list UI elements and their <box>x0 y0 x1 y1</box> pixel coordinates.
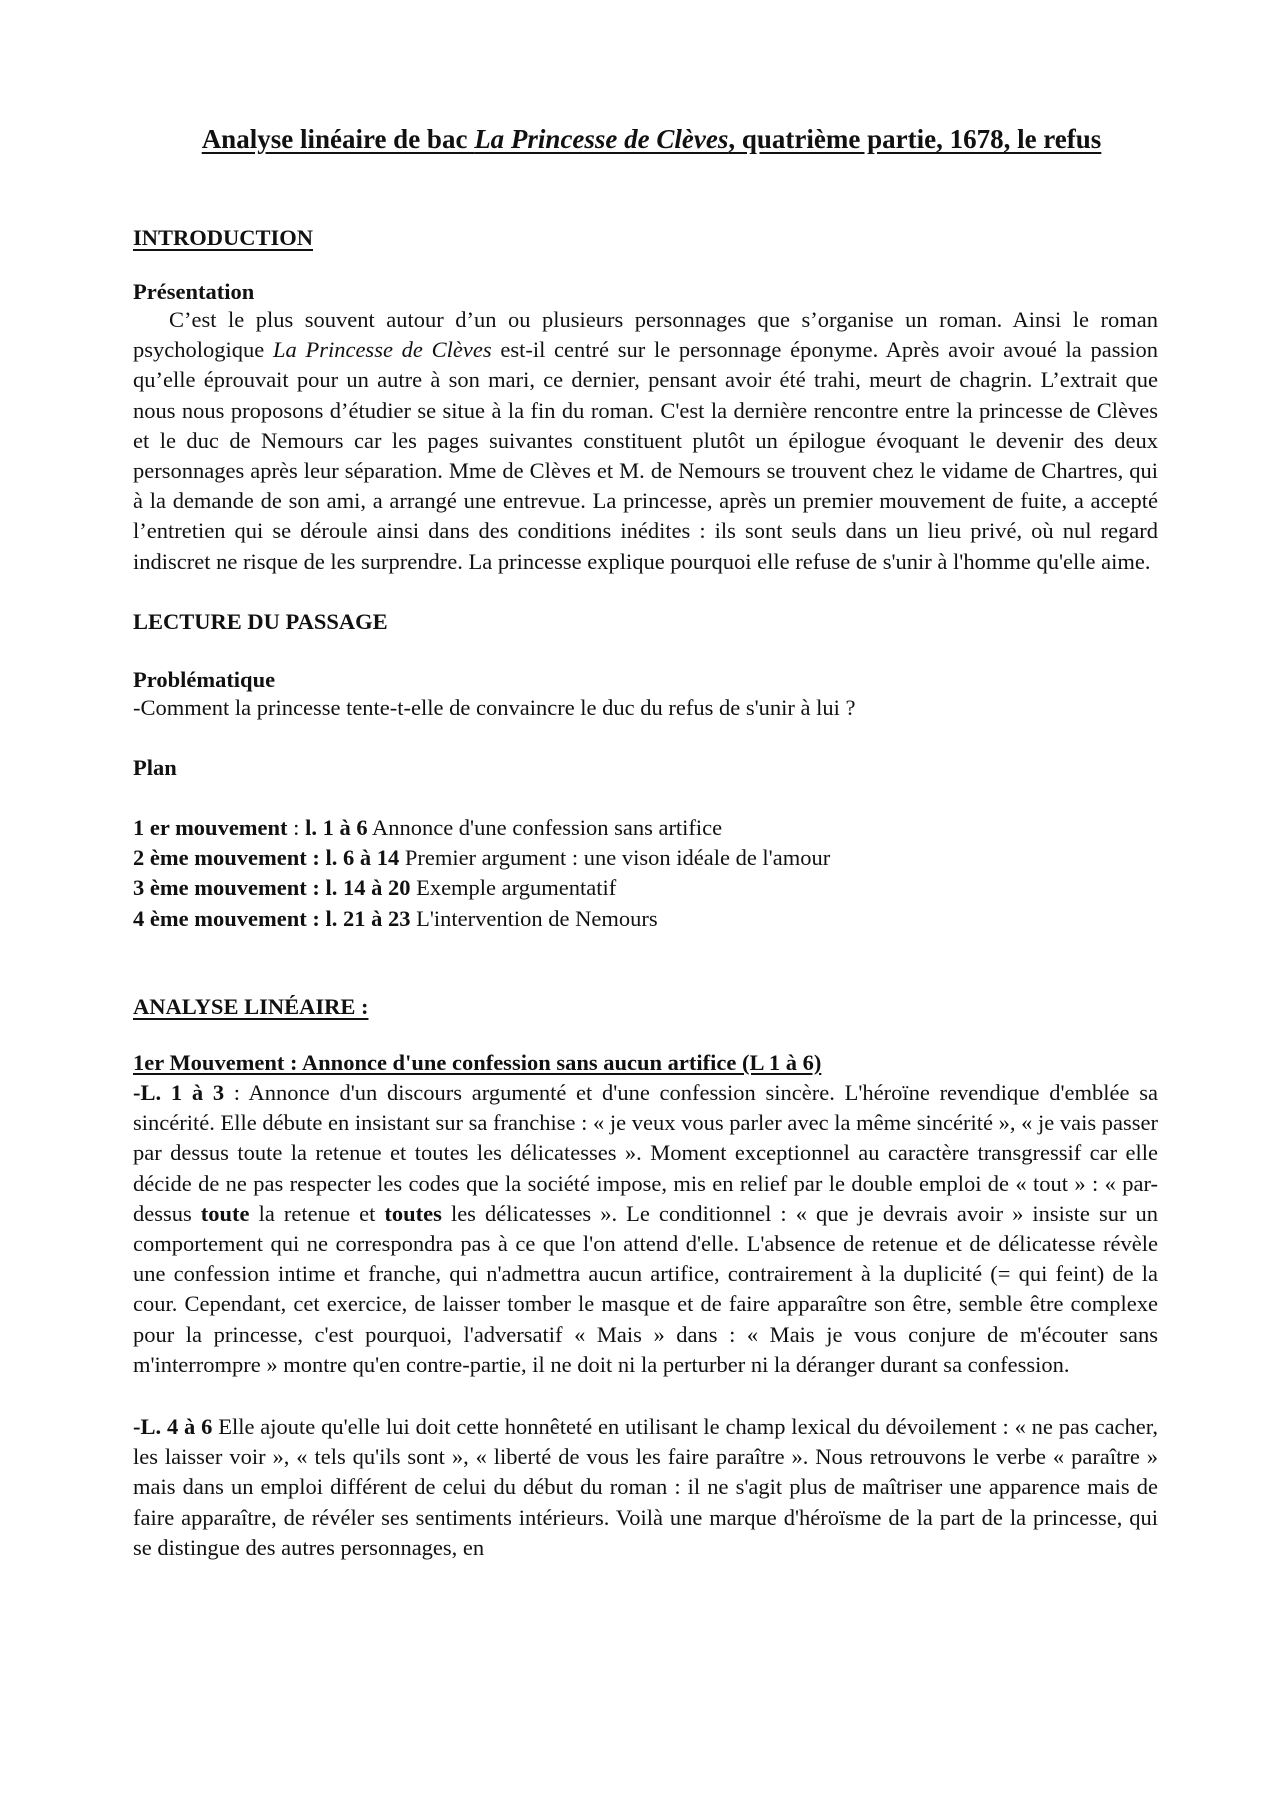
plan-item-label: 1 er mouvement <box>133 815 288 841</box>
analyse-paragraph-1 <box>133 1078 1158 1380</box>
line-reference: -L. 1 à 3 <box>133 1080 225 1106</box>
problematique-heading: Problématique <box>133 666 276 692</box>
presentation-text-1: C’est le plus souvent autour d’un ou plusieurs personnages que s’organise un roman. Ainsi le roman psychologique <box>133 307 1158 363</box>
plan-item <box>133 904 1158 934</box>
plan-item <box>133 813 1158 843</box>
plan-item-desc: Premier argument : une vison idéale de l'amour <box>399 845 831 871</box>
plan-item-desc: L'intervention de Nemours <box>410 905 658 931</box>
presentation-text-2: est-il centré sur le personnage éponyme. Après avoir avoué la passion qu’elle éprouvait pour un autre à son mari, ce dernier, pensant avoir été trahi, meurt de chagrin. L’extrait que nous nous proposons d’étudier se situe à la fin du roman. C'est la dernière rencontre entre la princesse de Clèves et le duc de Nemours car les pages suivantes constituent plutôt un épilogue évoquant le devenir des deux personnages après leur séparation. Mme de Clèves et M. de Nemours se trouvent chez le vidame de Chartres, qui à la demande de son ami, a arrangé une entrevue. La princesse, après un premier mouvement de fuite, a accepté l’entretien qui se déroule ainsi dans des conditions inédites : ils sont seuls dans un lieu privé, où nul regard indiscret ne risque de les surprendre. La princesse explique pourquoi elle refuse de s'unir à l'homme qu'elle aime. <box>133 337 1159 574</box>
plan-item-label: 4 ème mouvement : <box>133 905 326 931</box>
analyse-text: Elle ajoute qu'elle lui doit cette honnêteté en utilisant le champ lexical du dévoilement : « ne pas cacher, les laisser voir », « tels qu'ils sont », « liberté de vous les faire paraître ». Nous retrouvons le verbe « paraître » mais dans un emploi différent de celui du début du roman : il ne s'agit plus de maîtriser une apparence mais de faire apparaître, de révéler ses sentiments intérieurs. Voilà une marque d'héroïsme de la part de la princesse, qui se distingue des autres personnages, en <box>133 1414 1159 1560</box>
movement-1-title: 1er Mouvement : Annonce d'une confession sans aucun artifice (L 1 à 6) <box>133 1049 822 1075</box>
analyse-heading: ANALYSE LINÉAIRE : <box>133 993 369 1019</box>
presentation-paragraph <box>133 305 1158 577</box>
plan-item-lines: l. 6 à 14 <box>325 845 400 871</box>
emphasis-word: toutes <box>384 1200 442 1226</box>
problematique-text: -Comment la princesse tente-t-elle de convaincre le duc du refus de s'unir à lui ? <box>133 694 856 720</box>
plan-item <box>133 843 1158 873</box>
introduction-heading: INTRODUCTION <box>133 225 314 250</box>
analyse-text: la retenue et <box>249 1200 385 1226</box>
plan-list <box>133 813 1158 934</box>
plan-item-lines: l. 1 à 6 <box>305 815 368 841</box>
plan-item-desc: Annonce d'une confession sans artifice <box>367 815 723 841</box>
analyse-text: les délicatesses ». Le conditionnel : « que je devrais avoir » insiste sur un comportement qui ne correspondra pas à ce que l'on attend d'elle. L'absence de retenue et de délicatesse révèle une confession intime et franche, qui n'admettra aucun artifice, contrairement à la duplicité (= qui feint) de la cour. Cependant, cet exercice, de laisser tomber le masque et de faire apparaître son être, semble être complexe pour la princesse, c'est pourquoi, l'adversatif « Mais » dans : « Mais je vous conjure de m'écouter sans m'interrompre » montre qu'en contre-partie, il ne doit ni la perturber ni la déranger durant sa confession. <box>133 1200 1158 1377</box>
plan-item-lines: l. 21 à 23 <box>325 905 411 931</box>
analyse-paragraph-2 <box>133 1412 1158 1563</box>
presentation-heading: Présentation <box>133 279 255 304</box>
document-title <box>133 124 1158 155</box>
title-work: La Princesse de Clèves <box>474 124 729 154</box>
plan-item <box>133 873 1158 903</box>
plan-heading: Plan <box>133 755 177 781</box>
title-prefix: Analyse linéaire de bac <box>201 124 475 154</box>
analyse-text: : Annonce d'un discours argumenté et d'une confession sincère. L'héroïne revendique d'emblée sa sincérité. Elle débute en insistant sur sa franchise : « je veux vous parler avec la même sincérité », « je vais passer par dessus toute la retenue et toutes les délicatesses ». Moment exceptionnel au caractère transgressif car elle décide de ne pas respecter les codes que la société impose, mis en relief par le double emploi de « tout » : « par-dessus <box>133 1080 1158 1226</box>
plan-item-label: 2 ème mouvement : <box>133 845 326 871</box>
plan-item-sep: : <box>287 815 306 841</box>
title-suffix: , quatrième partie, 1678, le refus <box>728 124 1102 154</box>
plan-item-desc: Exemple argumentatif <box>410 875 617 901</box>
plan-item-label: 3 ème mouvement : <box>133 875 326 901</box>
lecture-heading: LECTURE DU PASSAGE <box>133 608 388 634</box>
presentation-work-title: La Princesse de Clèves <box>272 337 492 363</box>
plan-item-lines: l. 14 à 20 <box>325 875 411 901</box>
emphasis-word: toute <box>200 1200 250 1226</box>
line-reference: -L. 4 à 6 <box>133 1414 213 1440</box>
